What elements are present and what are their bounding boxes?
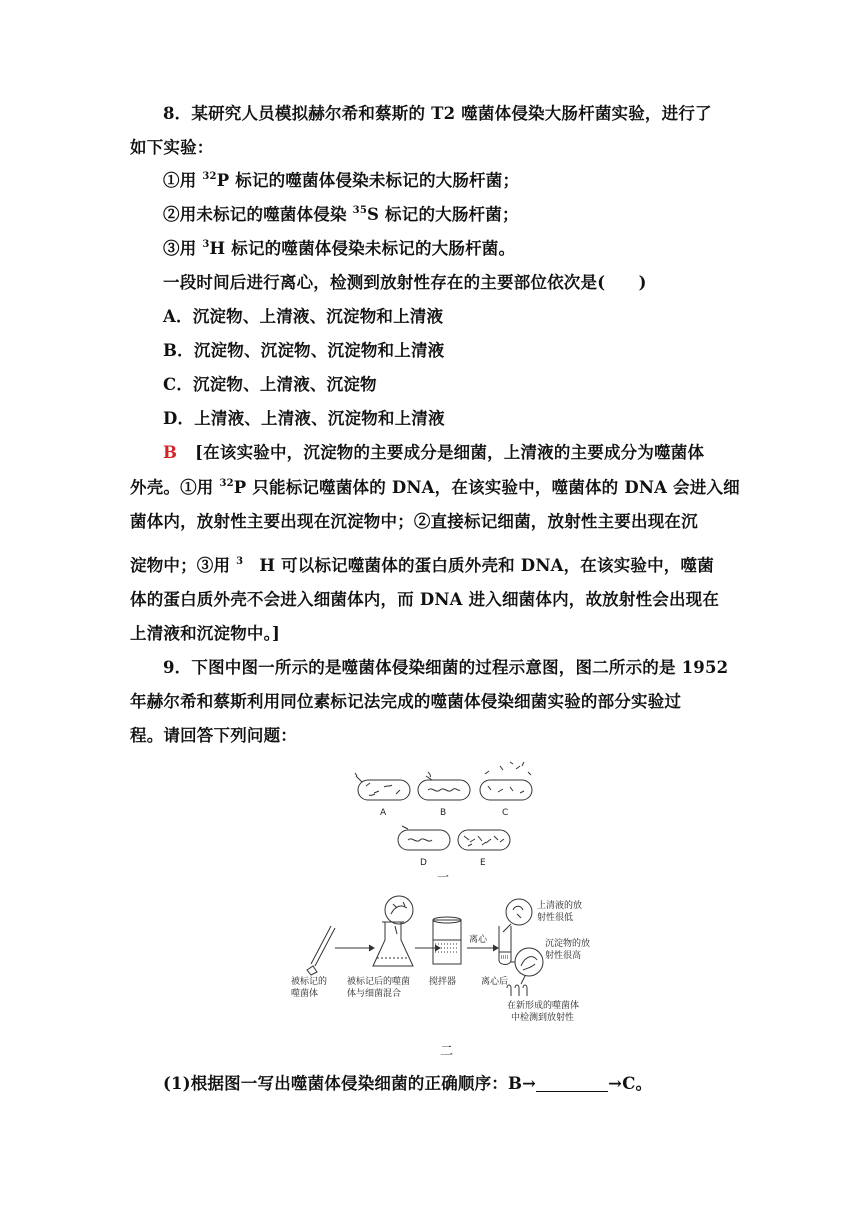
label-sediment-1: 沉淀物的放 xyxy=(545,939,591,949)
superscript: 32 xyxy=(202,171,217,182)
q8-option-c: C．沉淀物、上清液、沉淀物 xyxy=(163,375,377,394)
q8-experiment-2 xyxy=(163,203,732,227)
bacterium-e xyxy=(458,830,510,850)
text: H 标记的噬菌体侵染未标记的大肠杆菌。 xyxy=(209,239,516,258)
superscript: 3 xyxy=(236,556,244,567)
q8-stem-line2: 如下实验： xyxy=(130,138,214,157)
figure-1-label-e: E xyxy=(480,858,486,868)
centrifuge-tube xyxy=(499,926,511,965)
q9-stem-line3: 程。请回答下列问题： xyxy=(130,726,297,745)
figure-1-label-b: B xyxy=(440,808,447,818)
superscript: 3 xyxy=(202,239,210,250)
label-after-centrifuge: 离心后 xyxy=(481,977,509,987)
superscript: 32 xyxy=(219,478,234,489)
mixing-flask xyxy=(373,922,413,966)
labeled-phage-pipette xyxy=(307,926,335,975)
q8-explanation-line2 xyxy=(130,476,740,500)
label-mixing-1: 被标记后的噬菌 xyxy=(347,977,411,987)
q8-explanation-line1 xyxy=(163,441,732,465)
figure-1-infection-diagram xyxy=(340,760,550,870)
magnified-infection-circle xyxy=(385,896,413,934)
text: P 只能标记噬菌体的 DNA，在该实验中，噬菌体的 DNA 会进入细 xyxy=(233,478,740,497)
q9-stem-line1: 9．下图中图一所示的是噬菌体侵染细菌的过程示意图，图二所示的是 1952 xyxy=(163,658,729,677)
q8-experiment-1 xyxy=(163,169,732,193)
text: H 可以标记噬菌体的蛋白质外壳和 DNA，在该实验中，噬菌 xyxy=(259,556,714,575)
sediment-circle xyxy=(511,948,543,976)
answer-blank[interactable] xyxy=(536,1075,608,1092)
label-supernatant-1: 上清液的放 xyxy=(537,901,583,911)
label-sediment-2: 射性很高 xyxy=(545,951,582,961)
text: P 标记的噬菌体侵染未标记的大肠杆菌； xyxy=(216,171,520,190)
q8-option-b: B．沉淀物、沉淀物、沉淀物和上清液 xyxy=(163,341,445,360)
bacterium-b xyxy=(418,772,470,800)
label-mixing-2: 体与细菌混合 xyxy=(347,989,402,999)
q8-option-d: D．上清液、上清液、沉淀物和上清液 xyxy=(163,409,445,428)
figure-1-label-a: A xyxy=(380,808,387,818)
q9-stem-line2: 年赫尔希和蔡斯利用同位素标记法完成的噬菌体侵染细菌实验的部分实验过 xyxy=(130,692,682,711)
text: 外壳。①用 xyxy=(130,478,220,497)
q9-sub-question-1 xyxy=(163,1072,732,1096)
answer-label: B xyxy=(163,443,178,462)
q8-explanation-line4 xyxy=(130,554,732,578)
text: [在该实验中，沉淀物的主要成分是细菌，上清液的主要成分为噬菌体 xyxy=(195,443,705,462)
text: ①用 xyxy=(163,171,203,190)
q8-explanation-line6: 上清液和沉淀物中。] xyxy=(130,624,281,643)
text: ②用未标记的噬菌体侵染 xyxy=(163,205,353,224)
q8-experiment-3 xyxy=(163,237,732,261)
supernatant-circle xyxy=(503,899,532,932)
label-labeled-phage-2: 噬菌体 xyxy=(291,989,319,999)
new-phages xyxy=(507,976,527,996)
blender xyxy=(433,917,461,964)
text: ③用 xyxy=(163,239,203,258)
label-new-phage-2: 中检测到放射性 xyxy=(511,1013,575,1023)
q8-option-a: A．沉淀物、上清液、沉淀物和上清液 xyxy=(163,307,444,326)
q8-explanation-line3: 菌体内，放射性主要出现在沉淀物中；②直接标记细菌，放射性主要出现在沉 xyxy=(130,512,698,531)
label-new-phage-1: 在新形成的噬菌体 xyxy=(507,1001,580,1011)
figure-2-caption: 二 xyxy=(440,1044,454,1059)
bacterium-d xyxy=(398,826,450,850)
q8-stem-line1: 8．某研究人员模拟赫尔希和蔡斯的 T2 噬菌体侵染大肠杆菌实验，进行了 xyxy=(163,104,712,123)
label-centrifuge: 离心 xyxy=(469,935,488,945)
label-supernatant-2: 射性很低 xyxy=(537,913,574,923)
bacterium-a xyxy=(355,773,410,800)
q8-explanation-line5: 体的蛋白质外壳不会进入细菌体内，而 DNA 进入细菌体内，故放射性会出现在 xyxy=(130,590,720,609)
q8-question: 一段时间后进行离心，检测到放射性存在的主要部位依次是( ) xyxy=(163,273,647,292)
label-labeled-phage-1: 被标记的 xyxy=(291,977,328,987)
figure-1-label-d: D xyxy=(420,858,427,868)
bacterium-c-lysing xyxy=(480,762,532,800)
text: →C。 xyxy=(608,1074,653,1093)
text: 淀物中；③用 xyxy=(130,556,237,575)
figure-1-caption: 一 xyxy=(437,870,450,884)
text: S 标记的大肠杆菌； xyxy=(366,205,519,224)
text: (1)根据图一写出噬菌体侵染细菌的正确顺序：B→ xyxy=(163,1074,537,1093)
figure-2-experiment-diagram xyxy=(285,892,615,1032)
figure-1-label-c: C xyxy=(502,808,509,818)
label-blender: 搅拌器 xyxy=(429,977,457,987)
superscript: 35 xyxy=(352,205,367,216)
